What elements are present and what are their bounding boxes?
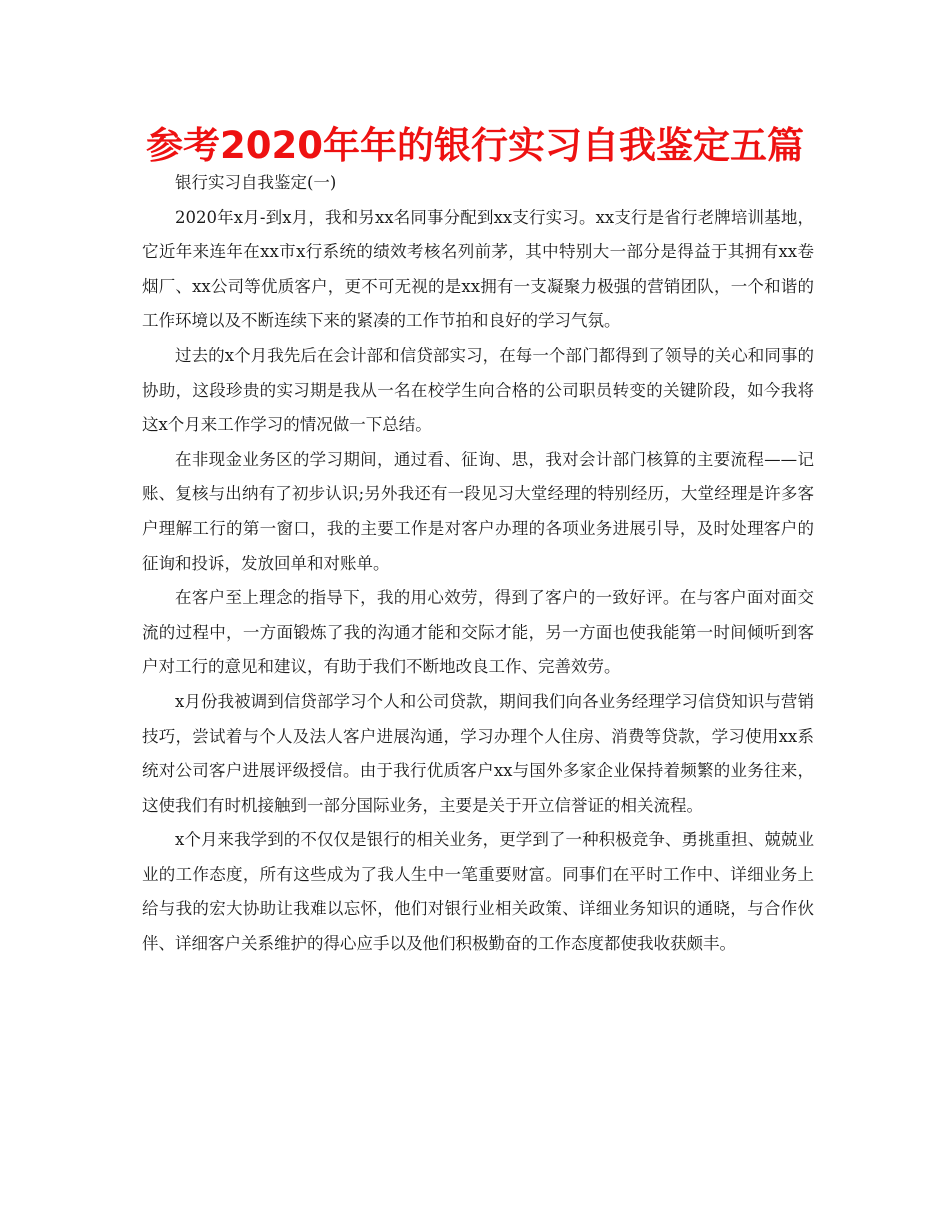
document-title: 参考2020年年的银行实习自我鉴定五篇 — [146, 124, 804, 167]
paragraph-1: 2020年x月-到x月，我和另xx名同事分配到xx支行实习。xx支行是省行老牌培训基地，它近年来连年在xx市x行系统的绩效考核名列前茅，其中特别大一部分是得益于其拥有xx卷烟厂、xx公司等优质客户，更不可无视的是xx拥有一支凝聚力极强的营销团队，一个和谐的工作环境以及不断连续下来的紧凑的工作节拍和良好的学习气氛。 — [142, 207, 814, 331]
document-body — [142, 166, 814, 962]
paragraph-6: x个月来我学到的不仅仅是银行的相关业务，更学到了一种积极竞争、勇挑重担、兢兢业业的工作态度，所有这些成为了我人生中一笔重要财富。同事们在平时工作中、详细业务上给与我的宏大协助让我难以忘怀，他们对银行业相关政策、详细业务知识的通晓，与合作伙伴、详细客户关系维护的得心应手以及他们积极勤奋的工作态度都使我收获颇丰。 — [142, 830, 814, 954]
section-heading: 银行实习自我鉴定(一) — [175, 173, 337, 192]
paragraph-3: 在非现金业务区的学习期间，通过看、征询、思，我对会计部门核算的主要流程——记账、复核与出纳有了初步认识;另外我还有一段见习大堂经理的特别经历，大堂经理是许多客户理解工行的第一窗口，我的主要工作是对客户办理的各项业务进展引导，及时处理客户的征询和投诉，发放回单和对账单。 — [142, 449, 814, 573]
paragraph-4: 在客户至上理念的指导下，我的用心效劳，得到了客户的一致好评。在与客户面对面交流的过程中，一方面锻炼了我的沟通才能和交际才能，另一方面也使我能第一时间倾听到客户对工行的意见和建议，有助于我们不断地改良工作、完善效劳。 — [142, 588, 814, 677]
paragraph-2: 过去的x个月我先后在会计部和信贷部实习，在每一个部门都得到了领导的关心和同事的协助，这段珍贵的实习期是我从一名在校学生向合格的公司职员转变的关键阶段，如今我将这x个月来工作学习的情况做一下总结。 — [142, 345, 814, 435]
paragraph-5: x月份我被调到信贷部学习个人和公司贷款，期间我们向各业务经理学习信贷知识与营销技巧，尝试着与个人及法人客户进展沟通，学习办理个人住房、消费等贷款，学习使用xx系统对公司客户进展评级授信。由于我行优质客户xx与国外多家企业保持着频繁的业务往来，这使我们有时机接触到一部分国际业务，主要是关于开立信誉证的相关流程。 — [142, 691, 814, 815]
